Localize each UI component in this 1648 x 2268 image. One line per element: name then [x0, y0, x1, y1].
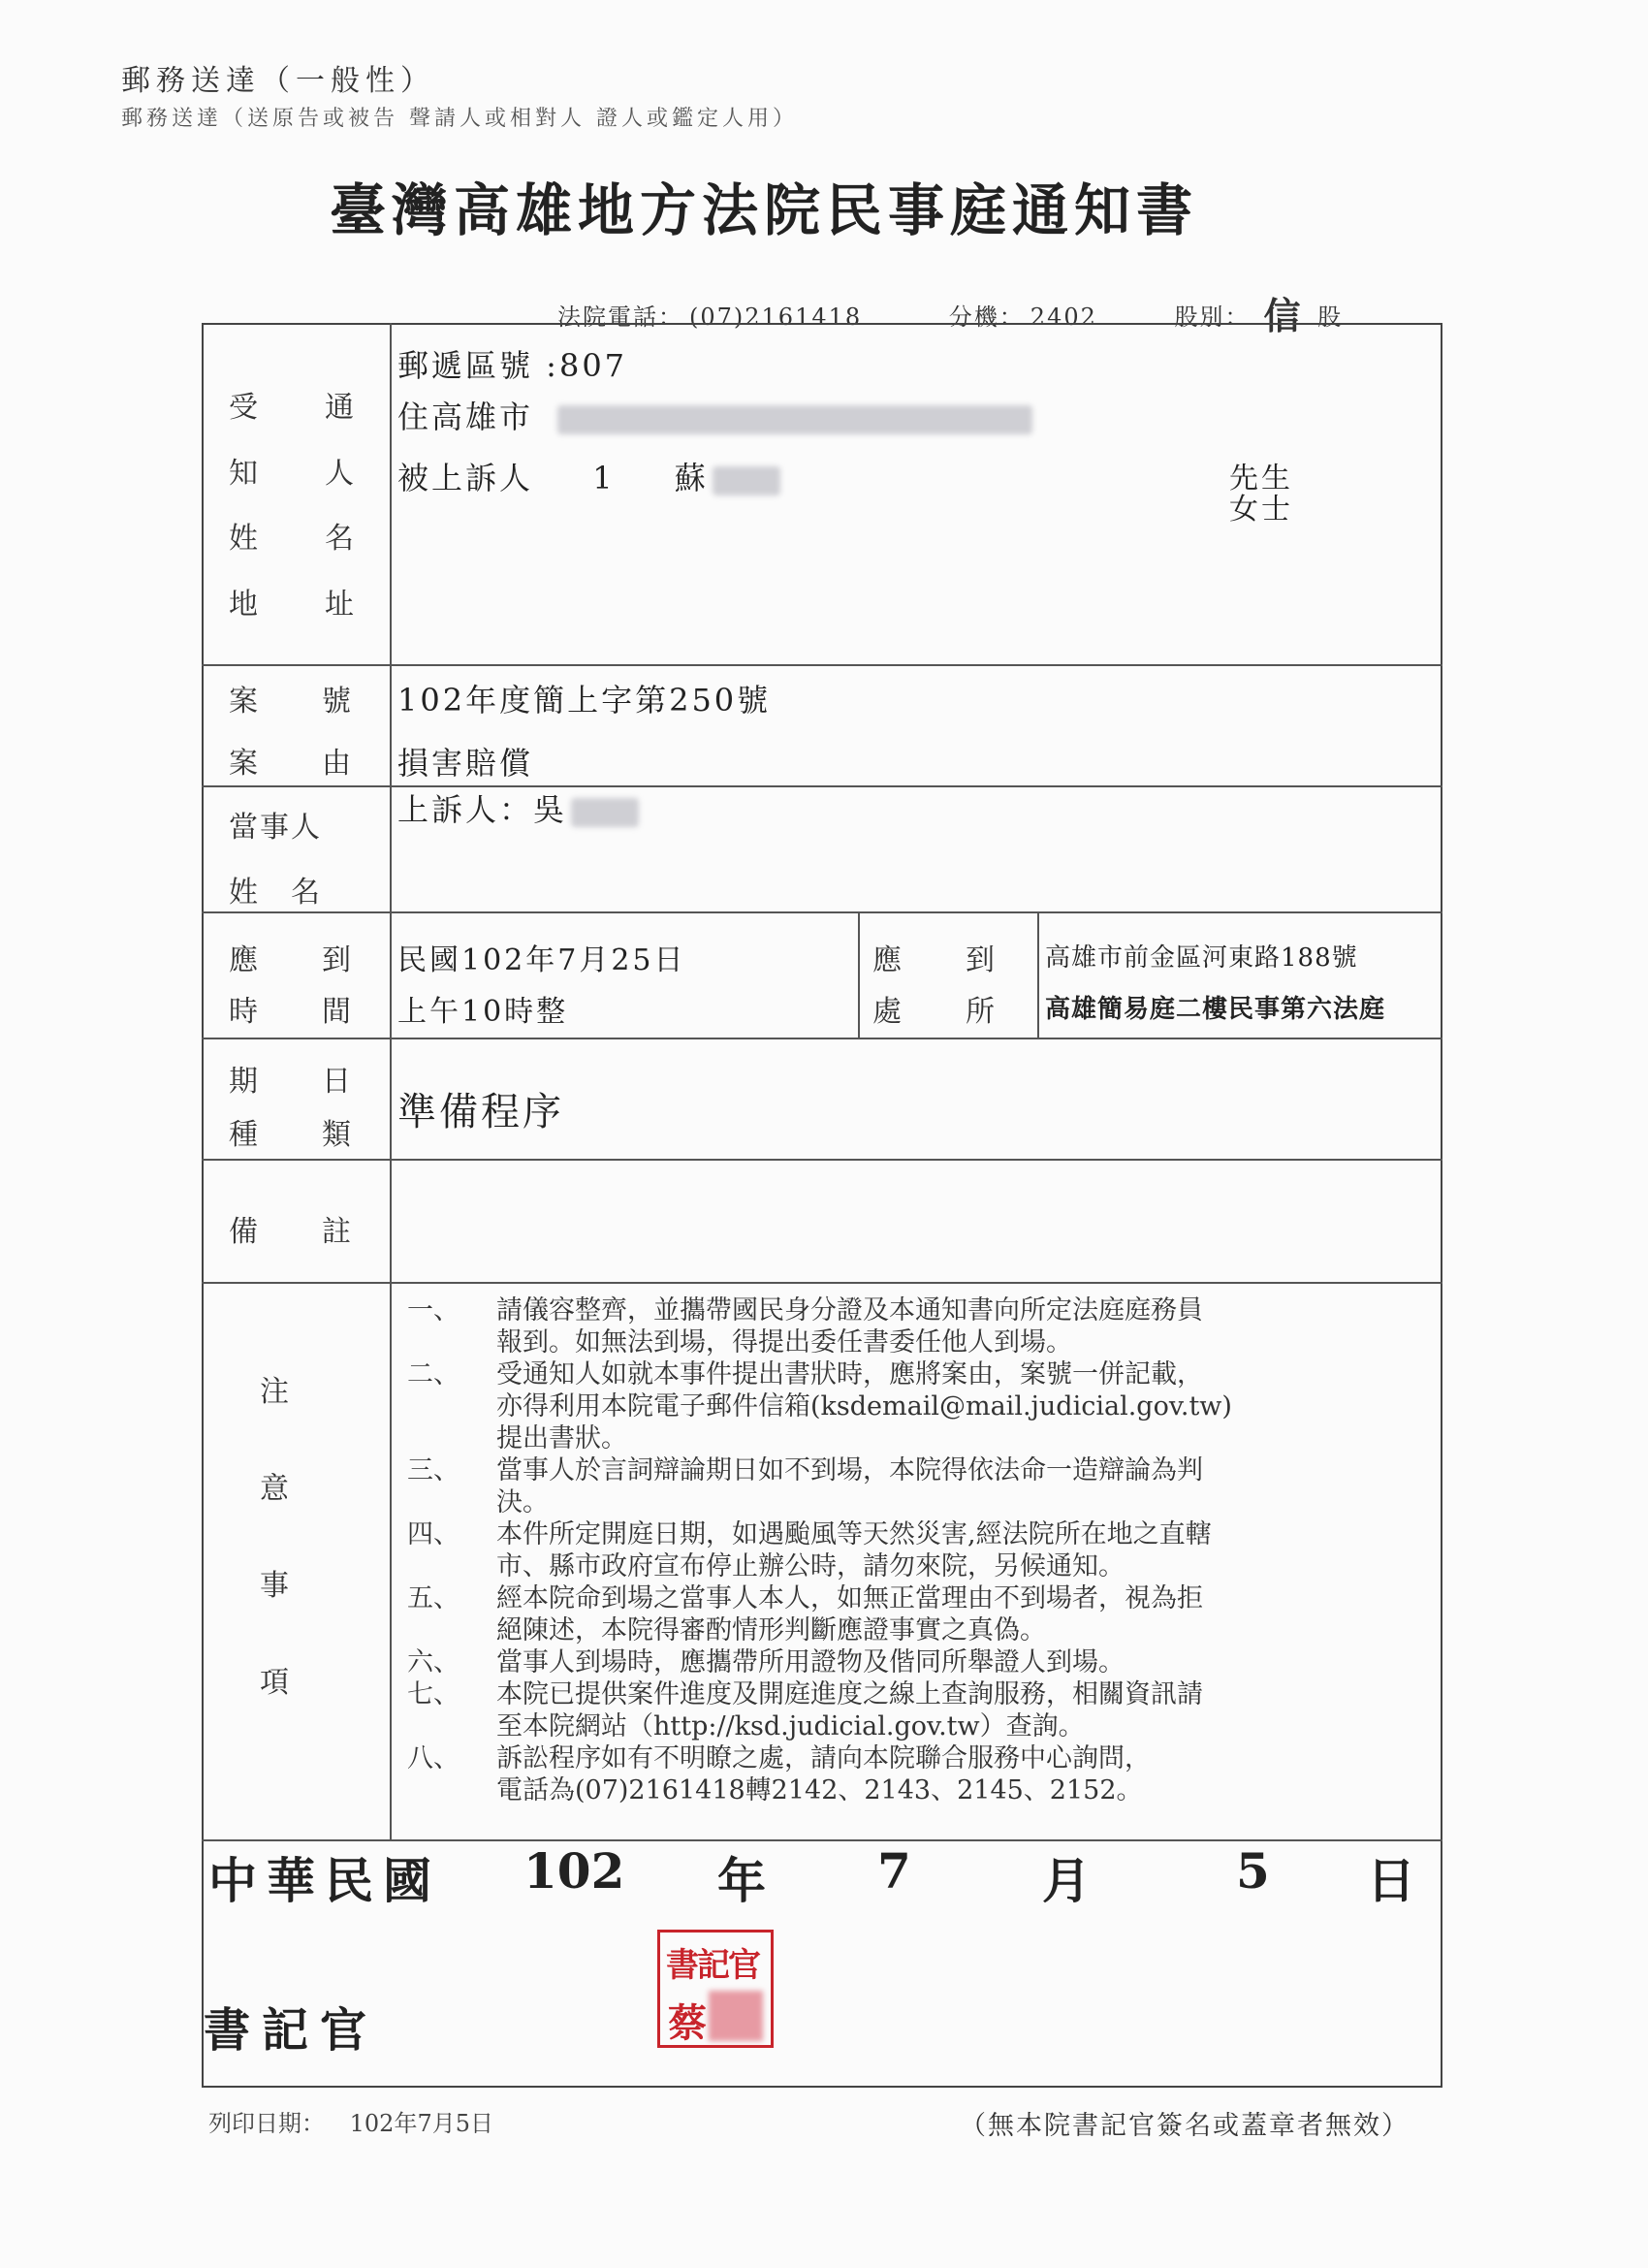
note-line: 報到。如無法到場，得提出委任書委任他人到場。 — [496, 1327, 1072, 1358]
note-item — [407, 1742, 1444, 1806]
notes-label-char: 事 — [260, 1569, 291, 1603]
division-label: 股別： — [1174, 303, 1251, 331]
recipient-surname: 蘇 — [674, 460, 709, 496]
clerk-seal — [657, 1930, 774, 2048]
date-day-unit: 日 — [1367, 1852, 1415, 1909]
label-char: 姓 — [229, 522, 260, 556]
honorific — [1229, 463, 1293, 526]
notes-label-char: 項 — [260, 1666, 291, 1700]
case-number: 102年度簡上字第250號 — [397, 682, 772, 719]
phone-number: (07)2161418 — [689, 303, 863, 331]
court-address: 高雄市前金區河東路188號 — [1045, 943, 1358, 973]
row-divider — [202, 1282, 1442, 1284]
ext-number: 2402 — [1030, 303, 1097, 331]
form-frame — [202, 323, 1442, 2088]
label-column-divider — [390, 323, 392, 1840]
time-label: 應 到 — [229, 943, 353, 977]
label-char: 地 — [229, 588, 260, 622]
note-line: 至本院網站（http://ksd.judicial.gov.tw）查詢。 — [496, 1711, 1085, 1741]
recipient-name-line — [397, 454, 780, 498]
ext-label: 分機： — [948, 303, 1025, 331]
case-cause: 損害賠償 — [397, 745, 534, 782]
label-char: 知 — [229, 457, 260, 491]
seal-title: 書記官 — [666, 1946, 759, 1985]
note-line: 當事人於言詞辯論期日如不到場，本院得依法命一造辯論為判 — [496, 1455, 1203, 1485]
note-item — [407, 1582, 1444, 1646]
note-number: 五、 — [407, 1583, 460, 1613]
note-line: 市、縣市政府宣布停止辦公時，請勿來院，另候通知。 — [496, 1551, 1125, 1581]
notes-list — [407, 1294, 1444, 1806]
print-date-label: 列印日期： — [208, 2110, 325, 2137]
address-prefix: 住高雄市 — [397, 399, 534, 435]
place-divider — [858, 911, 860, 1038]
session-type: 準備程序 — [397, 1090, 564, 1134]
remarks-label: 備 註 — [229, 1215, 353, 1249]
time-label-2: 時 間 — [229, 995, 353, 1029]
row-divider — [202, 785, 1442, 787]
postal-code: 郵遞區號 :807 — [397, 347, 628, 384]
redacted-name — [713, 466, 780, 495]
place-label: 應 到 — [872, 943, 997, 977]
label-char: 名 — [325, 522, 356, 556]
place-label-2: 處 所 — [872, 995, 997, 1029]
note-line: 經本院命到場之當事人本人，如無正當理由不到場者，視為拒 — [496, 1583, 1203, 1613]
note-line: 請儀容整齊，並攜帶國民身分證及本通知書向所定法庭庭務員 — [496, 1295, 1203, 1326]
print-date-value: 102年7月5日 — [349, 2110, 493, 2137]
honorific-male: 先生 — [1229, 462, 1293, 495]
session-label-2: 種 類 — [229, 1118, 353, 1152]
note-number: 二、 — [407, 1359, 460, 1390]
case-cause-label: 案 由 — [229, 747, 353, 781]
note-line: 當事人到場時，應攜帶所用證物及偕同所舉證人到場。 — [496, 1647, 1125, 1677]
row-divider — [202, 1839, 1442, 1841]
row-divider — [202, 911, 1442, 913]
date-year: 102 — [523, 1842, 625, 1900]
clerk-label: 書記官 — [204, 2003, 379, 2058]
note-number: 四、 — [407, 1519, 460, 1549]
print-date — [208, 2104, 493, 2138]
delivery-type: 郵務送達（一般性） — [121, 64, 435, 98]
row-divider — [202, 1159, 1442, 1161]
division-value: 信 — [1263, 294, 1303, 337]
label-char: 人 — [325, 457, 356, 491]
date-era: 中華民國 — [208, 1852, 441, 1909]
case-number-label: 案 號 — [229, 685, 353, 719]
note-number: 一、 — [407, 1295, 460, 1326]
validity-note: （無本院書記官簽名或蓋章者無效） — [960, 2111, 1410, 2141]
note-line: 決。 — [496, 1487, 549, 1517]
place-divider — [1037, 911, 1039, 1038]
note-item — [407, 1518, 1444, 1582]
note-line: 電話為(07)2161418轉2142、2143、2145、2152。 — [496, 1775, 1143, 1805]
note-number: 六、 — [407, 1647, 460, 1677]
note-number: 七、 — [407, 1679, 460, 1709]
note-line: 本件所定開庭日期，如遇颱風等天然災害,經法院所在地之直轄 — [496, 1519, 1212, 1549]
party-name — [397, 785, 639, 830]
label-char: 通 — [325, 391, 356, 425]
date-day: 5 — [1236, 1842, 1270, 1900]
label-char: 受 — [229, 391, 260, 425]
appearance-time: 上午10時整 — [397, 995, 569, 1029]
note-item — [407, 1646, 1444, 1678]
session-label: 期 日 — [229, 1065, 353, 1099]
note-number: 八、 — [407, 1743, 460, 1773]
date-month: 7 — [877, 1842, 911, 1900]
note-line: 受通知人如就本事件提出書狀時，應將案由，案號一併記載， — [496, 1359, 1203, 1390]
redacted-name — [571, 798, 639, 827]
redacted-address — [557, 405, 1032, 434]
party-appellant: 上訴人：吳 — [397, 791, 568, 828]
note-item — [407, 1358, 1444, 1454]
date-month-unit: 月 — [1042, 1852, 1091, 1909]
note-line: 提出書狀。 — [496, 1423, 627, 1453]
notes-label-char: 注 — [260, 1375, 291, 1409]
notes-label-char: 意 — [260, 1472, 291, 1506]
redacted-seal-name — [709, 1991, 763, 2041]
date-year-unit: 年 — [717, 1852, 766, 1909]
court-room: 高雄簡易庭二樓民事第六法庭 — [1045, 995, 1386, 1024]
recipient-role: 被上訴人 — [397, 460, 534, 496]
delivery-subtype: 郵務送達（送原告或被告 聲請人或相對人 證人或鑑定人用） — [121, 107, 798, 131]
appearance-date: 民國102年7月25日 — [397, 943, 686, 977]
party-label: 當事人 — [229, 811, 322, 845]
note-line: 絕陳述，本院得審酌情形判斷應證事實之真偽。 — [496, 1615, 1046, 1645]
note-line: 亦得利用本院電子郵件信箱(ksdemail@mail.judicial.gov.tw) — [496, 1391, 1232, 1421]
recipient-index: 1 — [592, 460, 616, 496]
seal-surname: 蔡 — [668, 2000, 707, 2046]
note-number: 三、 — [407, 1455, 460, 1485]
row-divider — [202, 664, 1442, 666]
division-suffix: 股 — [1317, 303, 1344, 331]
note-item — [407, 1678, 1444, 1742]
note-item — [407, 1454, 1444, 1518]
note-line: 本院已提供案件進度及開庭進度之線上查詢服務，相關資訊請 — [496, 1679, 1203, 1709]
party-label-2: 姓 名 — [229, 876, 322, 910]
note-item — [407, 1294, 1444, 1358]
note-line: 訴訟程序如有不明瞭之處，請向本院聯合服務中心詢問， — [496, 1743, 1151, 1773]
recipient-address — [397, 393, 1032, 437]
phone-label: 法院電話： — [557, 303, 683, 331]
page-title: 臺灣高雄地方法院民事庭通知書 — [330, 177, 1199, 243]
honorific-female: 女士 — [1229, 493, 1293, 527]
row-divider — [202, 1038, 1442, 1039]
label-char: 址 — [325, 588, 356, 622]
